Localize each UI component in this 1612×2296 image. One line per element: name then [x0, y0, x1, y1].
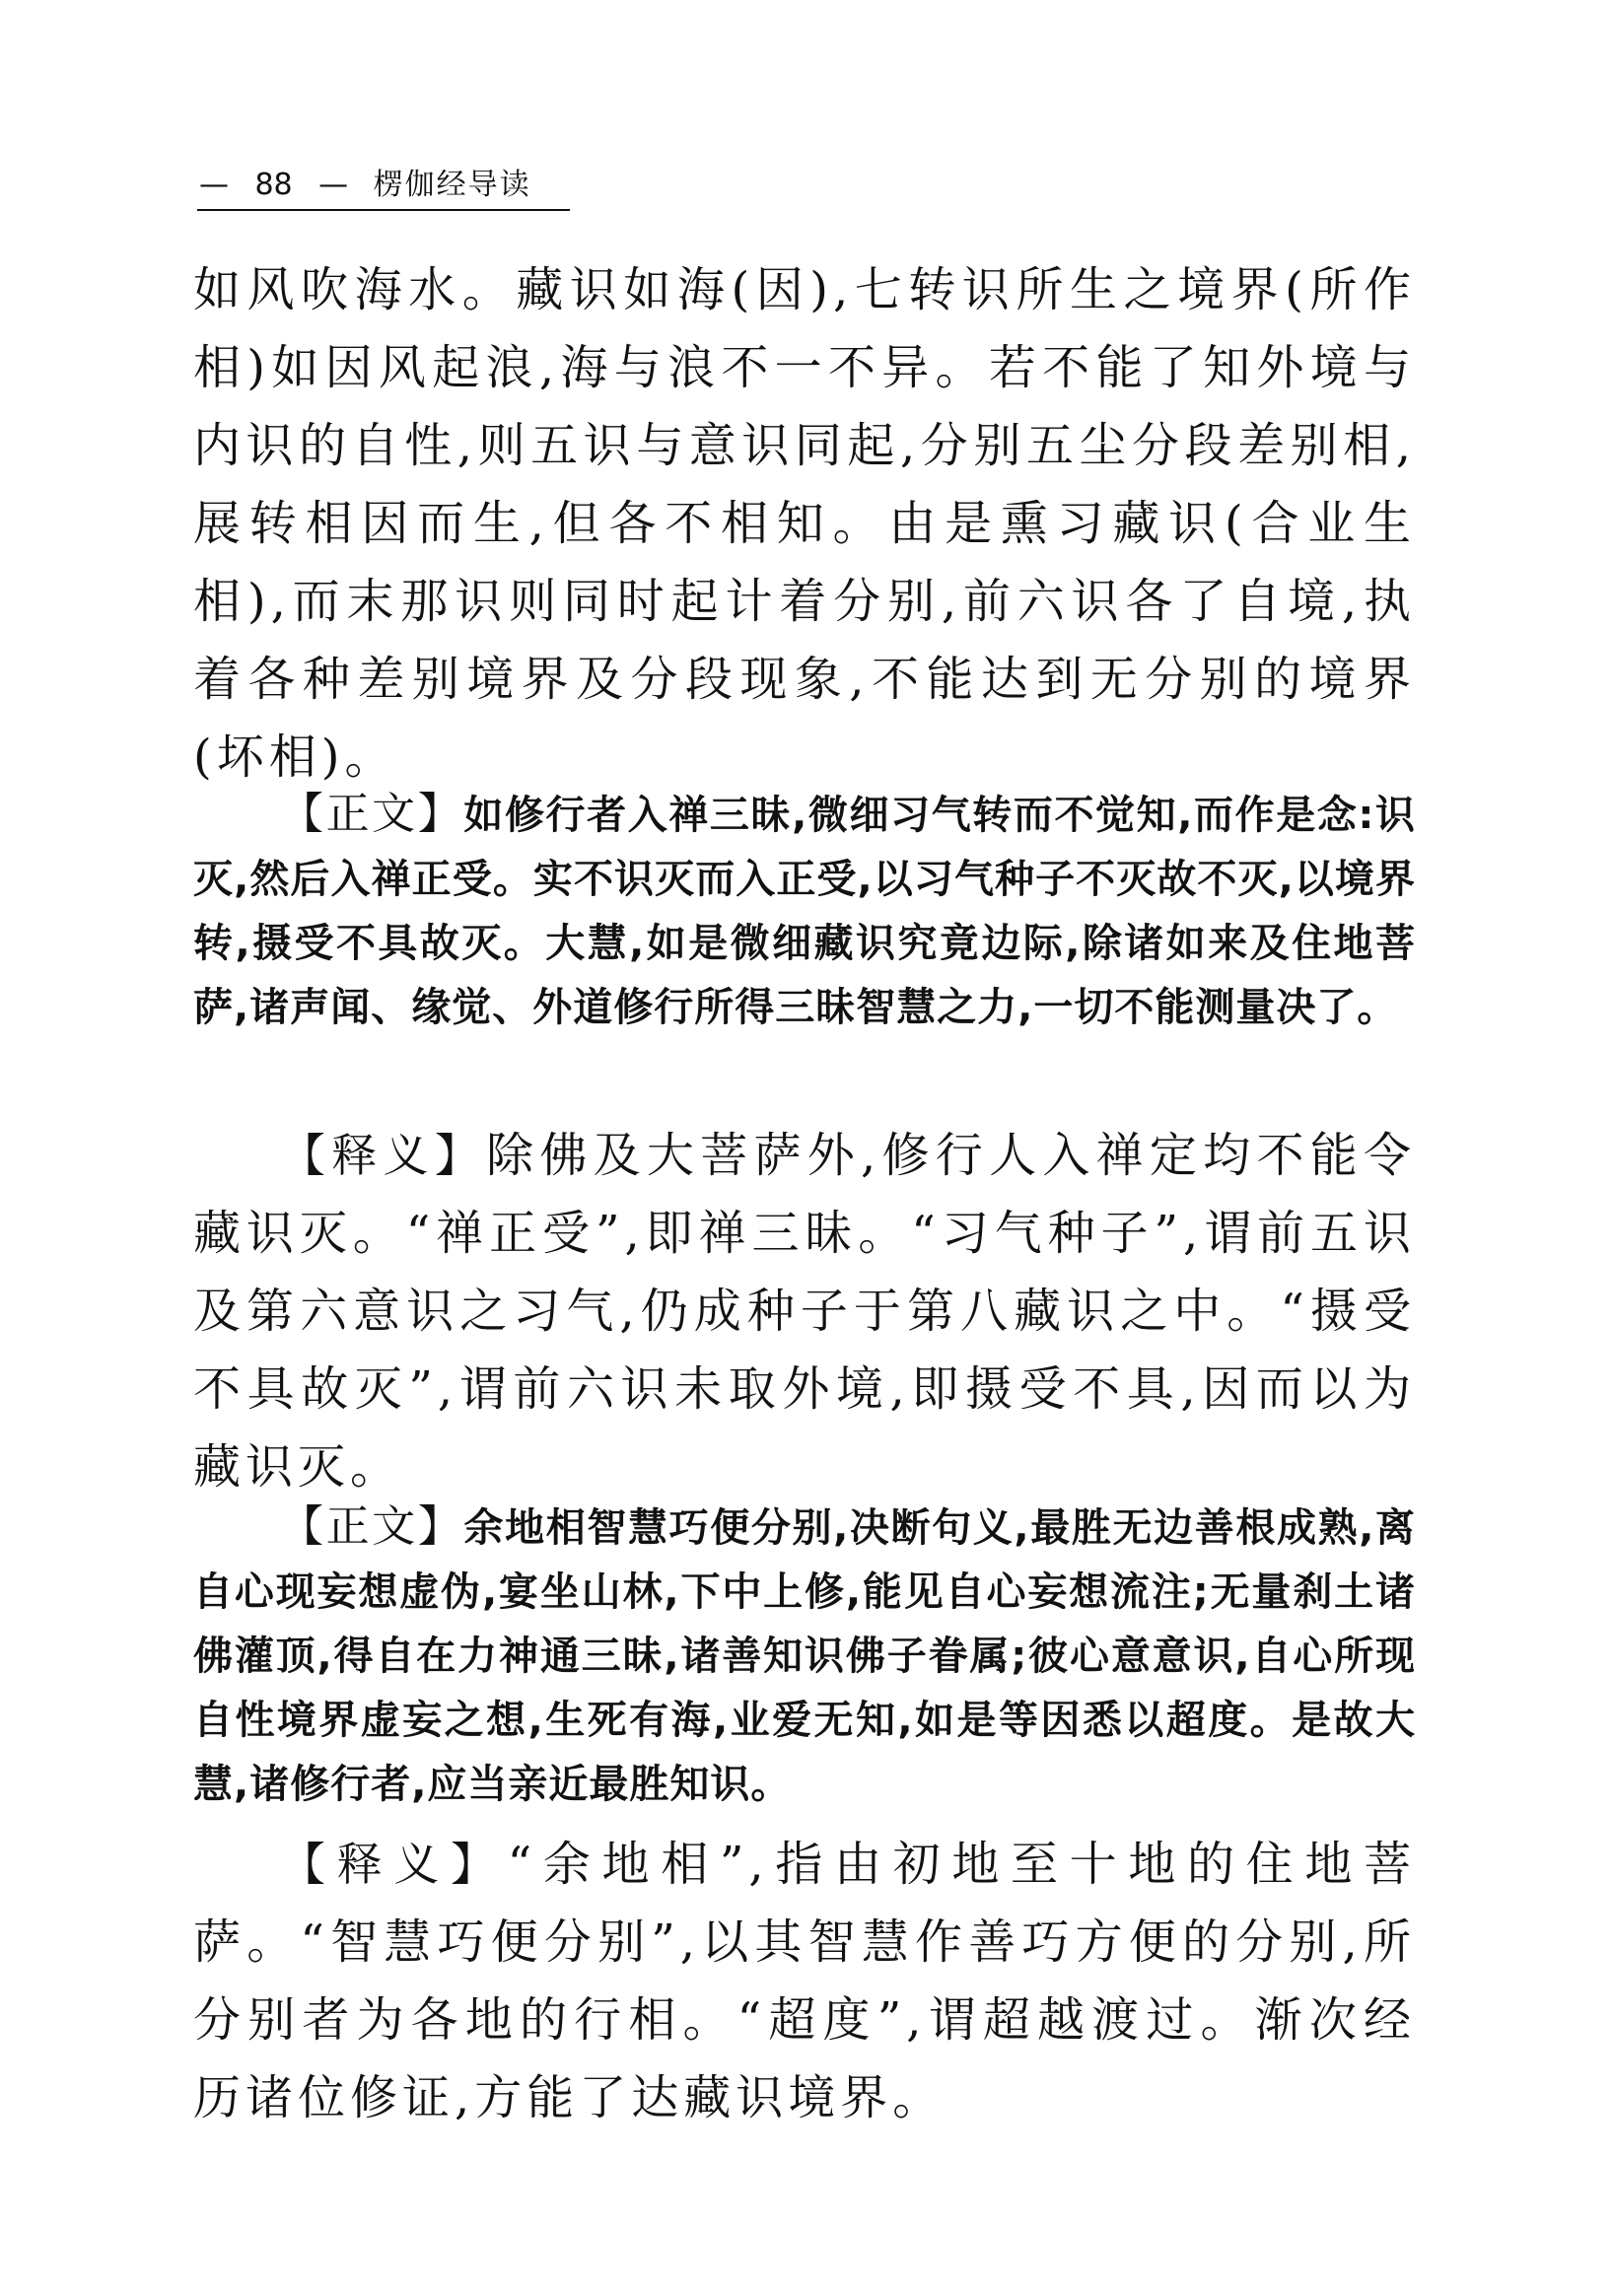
paragraph-main-text-2: [193, 1495, 1416, 1817]
paragraph-continuation: [193, 251, 1416, 797]
paragraph-main-text-1: [193, 782, 1416, 1040]
running-header: [197, 166, 582, 215]
book-title: 楞伽经导读: [373, 168, 531, 202]
paragraph-commentary-1: [193, 1117, 1416, 1506]
section-label-shiyi: 【释义】: [280, 1129, 487, 1182]
section-label-zhengwen: 【正文】: [280, 789, 464, 839]
page-number: 88: [254, 168, 293, 202]
paragraph-text: 除佛及大菩萨外,修行人入禅定均不能令藏识灭。“禅正受”,即禅三昧。“习气种子”,谓前五识及第六意识之习气,仍成种子于第八藏识之中。“摄受不具故灭”,谓前六识未取外境,即摄受不具,因而以为藏识灭。: [193, 1128, 1416, 1495]
paragraph-text: 如修行者入禅三昧,微细习气转而不觉知,而作是念:识灭,然后入禅正受。实不识灭而入正受,以习气种子不灭故不灭,以境界转,摄受不具故灭。大慧,如是微细藏识究竟边际,除诸如来及住地菩萨,诸声闻、缘觉、外道修行所得三昧智慧之力,一切不能测量决了。: [193, 793, 1416, 1030]
paragraph-commentary-2: [193, 1826, 1416, 2137]
paragraph-text: 如风吹海水。藏识如海(因),七转识所生之境界(所作相)如因风起浪,海与浪不一不异。若不能了知外境与内识的自性,则五识与意识同起,分别五尘分段差别相,展转相因而生,但各不相知。由是熏习藏识(合业生相),而末那识则同时起计着分别,前六识各了自境,执着各种差别境界及分段现象,不能达到无分别的境界(坏相)。: [193, 262, 1416, 785]
paragraph-text: 余地相智慧巧便分别,决断句义,最胜无边善根成熟,离自心现妄想虚伪,宴坐山林,下中上修,能见自心妄想流注;无量刹土诸佛灌顶,得自在力神通三昧,诸善知识佛子眷属;彼心意意识,自心所现自性境界虚妄之想,生死有海,业爱无知,如是等因悉以超度。是故大慧,诸修行者,应当亲近最胜知识。: [193, 1505, 1417, 1807]
paragraph-text: “余地相”,指由初地至十地的住地菩萨。“智慧巧便分别”,以其智慧作善巧方便的分别,所分别者为各地的行相。“超度”,谓超越渡过。渐次经历诸位修证,方能了达藏识境界。: [193, 1837, 1417, 2125]
header-dash-right: —: [318, 168, 349, 202]
section-label-zhengwen: 【正文】: [280, 1501, 464, 1552]
header-dash-left: —: [199, 168, 229, 202]
header-rule: [197, 209, 570, 211]
section-label-shiyi: 【释义】: [280, 1838, 508, 1891]
